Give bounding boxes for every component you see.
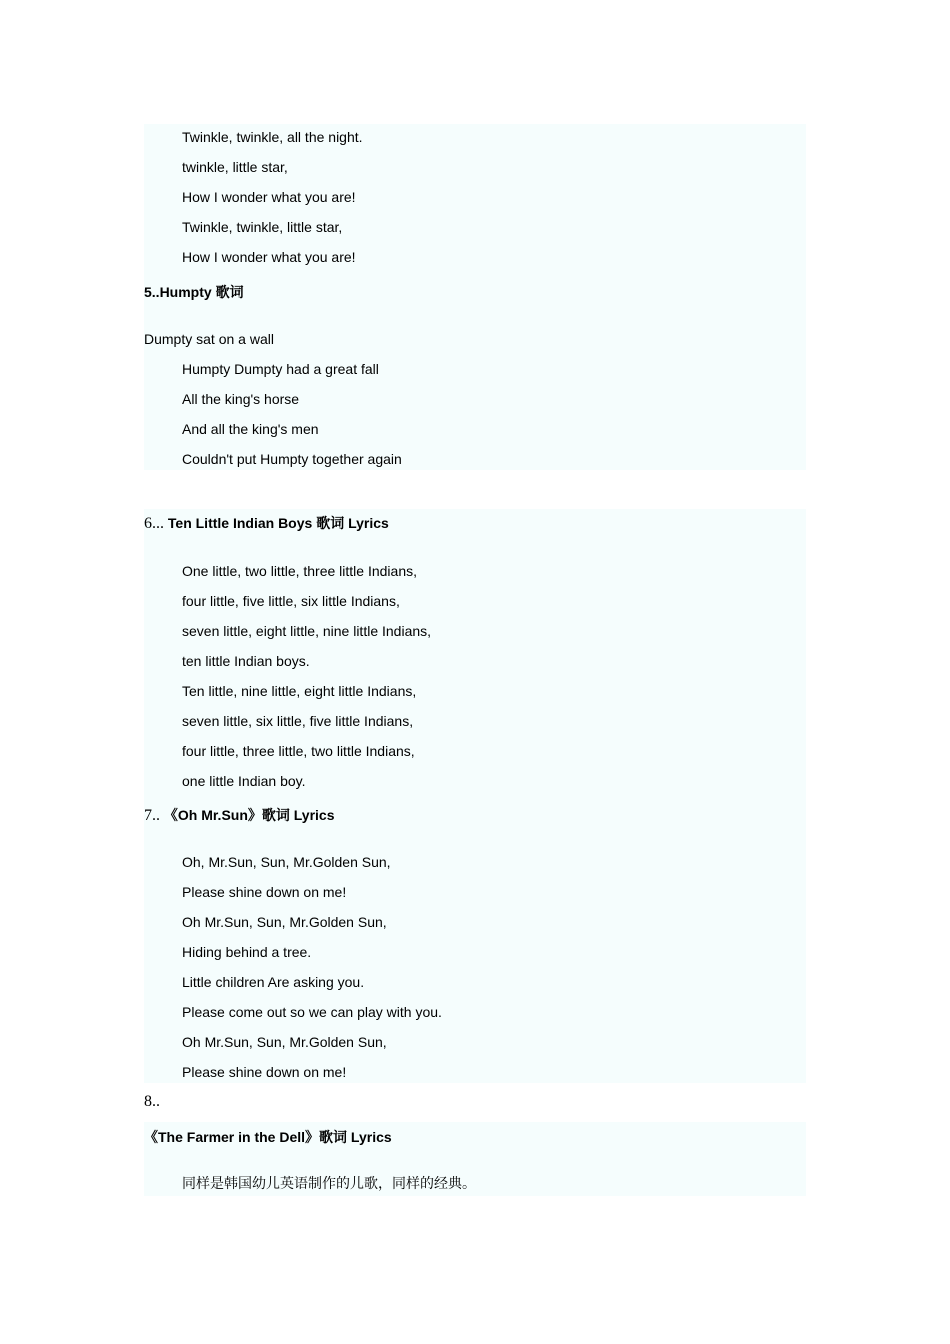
- lyric-line: seven little, six little, five little Indians,: [182, 713, 414, 729]
- lyric-line: ten little Indian boys.: [182, 653, 310, 669]
- section-title: Ten Little Indian Boys 歌词 Lyrics: [167, 515, 389, 531]
- lyric-line: How I wonder what you are!: [182, 189, 356, 205]
- section-number: 6...: [144, 515, 164, 532]
- lyric-line: Couldn't put Humpty together again: [182, 451, 402, 467]
- section-heading-humpty: 5..Humpty 歌词: [144, 284, 244, 300]
- section-title: 《Oh Mr.Sun》歌词 Lyrics: [163, 807, 335, 823]
- section-heading-ten-little-indians: [144, 514, 389, 533]
- lyric-line: And all the king's men: [182, 421, 319, 437]
- lyric-line: Oh Mr.Sun, Sun, Mr.Golden Sun,: [182, 914, 387, 930]
- lyric-line: Please shine down on me!: [182, 884, 347, 900]
- lyric-line: Humpty Dumpty had a great fall: [182, 361, 379, 377]
- lyric-line: Ten little, nine little, eight little Indians,: [182, 683, 417, 699]
- section-number: 7..: [144, 807, 160, 824]
- description-line: 同样是韩国幼儿英语制作的儿歌，同样的经典。: [182, 1176, 476, 1192]
- lyric-line: All the king's horse: [182, 391, 300, 407]
- section-heading-oh-mr-sun: [144, 806, 335, 825]
- lyric-line: Dumpty sat on a wall: [144, 331, 274, 347]
- lyric-line: Oh, Mr.Sun, Sun, Mr.Golden Sun,: [182, 854, 391, 870]
- lyric-line: How I wonder what you are!: [182, 249, 356, 265]
- lyric-line: Twinkle, twinkle, all the night.: [182, 129, 363, 145]
- lyric-line: Oh Mr.Sun, Sun, Mr.Golden Sun,: [182, 1034, 387, 1050]
- lyric-line: Please shine down on me!: [182, 1064, 347, 1080]
- lyric-line: twinkle, little star,: [182, 159, 288, 175]
- lyric-line: four little, five little, six little Indians,: [182, 593, 400, 609]
- section-number: 8..: [144, 1093, 160, 1110]
- lyric-line: Twinkle, twinkle, little star,: [182, 219, 343, 235]
- lyric-line: one little Indian boy.: [182, 773, 306, 789]
- section-heading-farmer-in-the-dell: 《The Farmer in the Dell》歌词 Lyrics: [144, 1129, 392, 1145]
- lyric-line: Hiding behind a tree.: [182, 944, 312, 960]
- lyric-line: One little, two little, three little Indians,: [182, 563, 417, 579]
- lyric-line: Little children Are asking you.: [182, 974, 365, 990]
- lyric-line: Please come out so we can play with you.: [182, 1004, 442, 1020]
- lyric-line: seven little, eight little, nine little Indians,: [182, 623, 432, 639]
- lyric-line: four little, three little, two little Indians,: [182, 743, 415, 759]
